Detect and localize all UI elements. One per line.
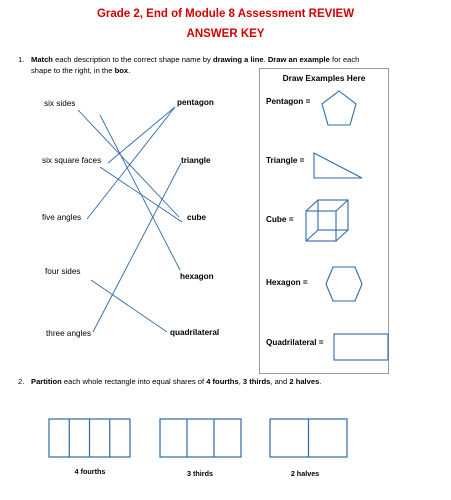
- match-line-three-angles-b: [100, 115, 180, 270]
- q1-text-d: shape to the right, in the: [31, 66, 115, 75]
- match-line-five-angles-a: [87, 107, 175, 219]
- q1-bold-draw: Draw an example: [267, 55, 330, 64]
- shape-name-quadrilateral: quadrilateral: [170, 328, 220, 337]
- example-label-cube: Cube =: [266, 215, 294, 224]
- triangle-drawing: [314, 153, 362, 178]
- page-subtitle: ANSWER KEY: [186, 28, 265, 40]
- q2-bold-partition: Partition: [31, 377, 62, 386]
- match-line-four-sides: [91, 280, 167, 332]
- caption-4-fourths: 4 fourths: [74, 467, 106, 476]
- q1-text-b: .: [263, 55, 268, 64]
- pentagon-drawing: [322, 91, 356, 125]
- matching-lines: [78, 107, 182, 332]
- cube-drawing: [306, 200, 348, 241]
- example-label-triangle: Triangle =: [266, 156, 305, 165]
- description-three-angles: three angles: [46, 329, 92, 338]
- shape-name-hexagon: hexagon: [180, 272, 214, 281]
- description-six-sides: six sides: [44, 99, 76, 108]
- q2-bold-thirds: 3 thirds: [242, 377, 271, 386]
- q1-bold-box: box: [114, 66, 129, 75]
- question-2-number: 2.: [18, 377, 25, 386]
- q2-text-b: ,: [238, 377, 243, 386]
- q2-text-a: each whole rectangle into equal shares of: [61, 377, 207, 386]
- quadrilateral-drawing: [334, 334, 388, 360]
- q1-bold-line: drawing a line: [212, 55, 264, 64]
- description-four-sides: four sides: [45, 267, 81, 276]
- q2-text-c: , and: [270, 377, 290, 386]
- shape-name-triangle: triangle: [181, 156, 211, 165]
- match-line-six-square-faces: [108, 107, 175, 163]
- q1-bold-match: Match: [31, 55, 53, 64]
- caption-2-halves: 2 halves: [290, 469, 320, 478]
- q2-text-d: .: [319, 377, 322, 386]
- q1-text-a: each description to the correct shape name by: [52, 55, 213, 64]
- rectangle-2-halves: [270, 419, 347, 457]
- example-label-pentagon: Pentagon =: [266, 97, 311, 106]
- caption-3-thirds: 3 thirds: [187, 469, 213, 478]
- match-line-three-angles-a: [93, 163, 181, 332]
- example-label-quadrilateral: Quadrilateral =: [266, 338, 324, 347]
- q2-bold-fourths: 4 fourths: [206, 377, 239, 386]
- example-label-hexagon: Hexagon =: [266, 278, 308, 287]
- hexagon-drawing: [326, 267, 362, 301]
- rectangle-3-thirds: [160, 419, 241, 457]
- shape-name-cube: cube: [187, 213, 207, 222]
- page-title: Grade 2, End of Module 8 Assessment REVIEW: [96, 8, 355, 20]
- description-six-square-faces: six square faces: [42, 156, 102, 165]
- q1-text-e: .: [128, 66, 131, 75]
- example-box-heading: Draw Examples Here: [282, 73, 366, 83]
- q2-bold-halves: 2 halves: [289, 377, 320, 386]
- rectangle-4-fourths: [49, 419, 130, 457]
- match-line-six-sides: [78, 110, 179, 217]
- shape-name-pentagon: pentagon: [177, 98, 214, 107]
- q1-text-c: for each: [329, 55, 360, 64]
- description-five-angles: five angles: [42, 213, 82, 222]
- question-1-number: 1.: [18, 55, 25, 64]
